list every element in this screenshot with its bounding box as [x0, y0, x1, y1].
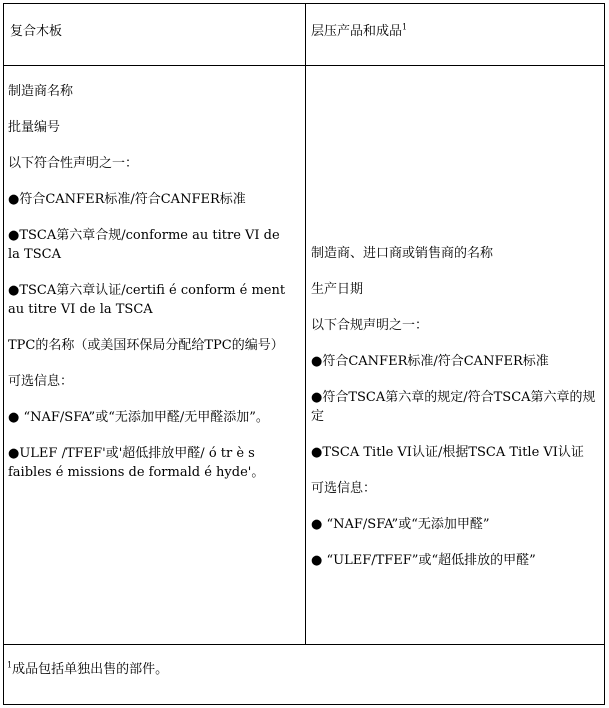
right-column-requirements: [311, 244, 597, 570]
right-item: ●符合CANFER标准/符合CANFER标准: [311, 354, 549, 369]
left-item: ● “NAF/SFA”或“无添加甲醛/无甲醛添加”。: [8, 410, 269, 425]
header-composite-wood: [10, 22, 290, 41]
right-item: 以下合规声明之一：: [311, 318, 429, 333]
left-item: ●TSCA第六章合规/conforme au titre VI de la TSCA: [8, 228, 280, 262]
footer-divider: [4, 644, 604, 645]
header-laminated-products: [311, 22, 591, 41]
header-footnote-mark: 1: [402, 22, 408, 32]
left-item: ●TSCA第六章认证/certifi é conform é ment au titre VI de la TSCA: [8, 283, 286, 317]
left-item: 制造商名称: [8, 84, 74, 99]
header-right-text: 层压产品和成品: [311, 24, 403, 39]
right-item: 生产日期: [311, 282, 364, 297]
right-item: ● “ULEF/TFEF”或“超低排放的甲醛”: [311, 553, 536, 568]
footnote: [7, 660, 587, 679]
left-item: 可选信息：: [8, 374, 74, 389]
footnote-text: 成品包括单独出售的部件。: [12, 662, 169, 677]
left-item: ●符合CANFER标准/符合CANFER标准: [8, 192, 246, 207]
left-item: TPC的名称（或美国环保局分配给TPC的编号）: [8, 338, 284, 353]
left-item: ●ULEF /TFEF'或'超低排放甲醛/ ó tr è s faibles é missions de formald é hyde'。: [8, 446, 265, 480]
header-divider: [4, 65, 604, 66]
footnote-mark: 1: [7, 660, 13, 670]
right-item: ●符合TSCA第六章的规定/符合TSCA第六章的规定: [311, 390, 596, 424]
left-item: 以下符合性声明之一：: [8, 156, 139, 171]
right-item: ● “NAF/SFA”或“无添加甲醛”: [311, 517, 490, 532]
header-left-text: 复合木板: [10, 24, 63, 39]
left-item: 批量编号: [8, 120, 61, 135]
right-item: ●TSCA Title VI认证/根据TSCA Title VI认证: [311, 445, 584, 460]
left-column-requirements: [8, 82, 294, 482]
right-item: 制造商、进口商或销售商的名称: [311, 246, 494, 261]
right-item: 可选信息：: [311, 481, 377, 496]
column-divider: [305, 4, 306, 644]
